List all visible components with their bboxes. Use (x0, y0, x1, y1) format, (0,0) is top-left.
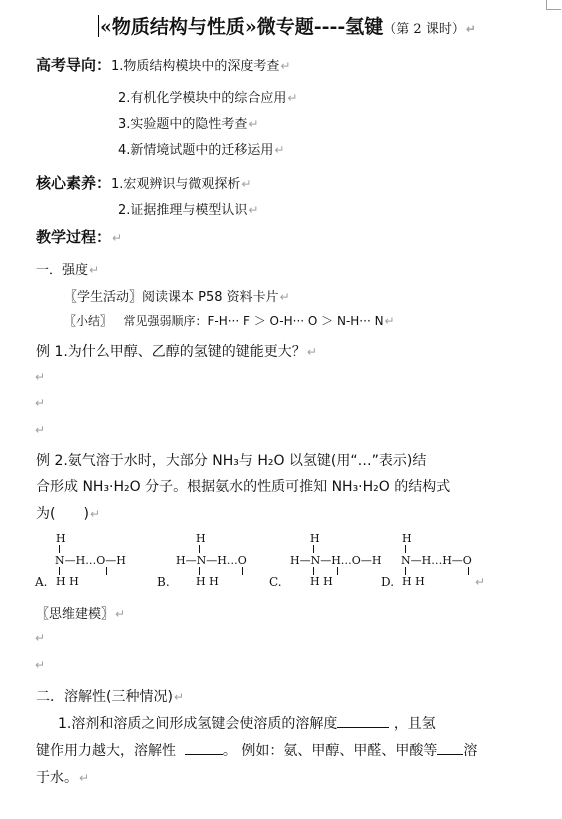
example-2-line-2: 合形成 NH₃·H₂O 分子。根据氨水的性质可推知 NH₃·H₂O 的结构式 (36, 479, 451, 495)
page-title: «物质结构与性质»微专题----氢键（第 2 课时）↵ (100, 16, 476, 38)
gaokao-item: 4.新情境试题中的迁移运用↵ (118, 143, 285, 158)
example-2-line-3: 为( )↵ (36, 506, 100, 522)
option-c-structure: H H—N—H…O—H C. H H (269, 532, 382, 589)
blank-line (437, 741, 463, 755)
section2-line-3: 于水。↵ (36, 770, 90, 786)
empty-paragraph: ↵ (35, 658, 46, 672)
title-main: «物质结构与性质»微专题----氢键 (100, 16, 384, 38)
blank-line (185, 741, 223, 755)
gaokao-item: 2.有机化学模块中的综合应用↵ (118, 91, 298, 106)
hexin-item: 1.宏观辨识与微观探析 (111, 177, 241, 192)
summary-tag: 〖小结〗 (64, 314, 113, 328)
gaokao-item: 1.物质结构模块中的深度考查 (111, 59, 280, 74)
option-b-structure: H H—N—H…O B. H H (157, 532, 247, 589)
section2-heading: 二．溶解性(三种情况)↵ (36, 689, 184, 705)
option-d-structure: H N—H…H—O D. H H ↵ (381, 532, 486, 589)
summary-text: 常见强弱顺序：F-H··· F ＞ O-H··· O ＞ N-H··· N (123, 314, 384, 328)
example-2-line-1: 例 2.氨气溶于水时，大部分 NH₃与 H₂O 以氢键(用“…”表示)结 (36, 453, 427, 469)
empty-paragraph: ↵ (35, 396, 46, 410)
option-a-label: A. (35, 575, 48, 589)
option-b-label: B. (157, 575, 170, 589)
option-d-label: D. (381, 575, 395, 589)
option-a-structure: H N—H…O—H A. H H (35, 532, 126, 589)
empty-paragraph: ↵ (35, 423, 46, 437)
process-heading: 教学过程：↵ (36, 228, 123, 246)
student-activity: 〖学生活动〗阅读课本 P58 资料卡片↵ (64, 290, 290, 305)
page-corner-mark (546, 0, 561, 10)
thinking-model: 〖思维建模〗↵ (36, 607, 126, 622)
hexin-row-1: 核心素养：1.宏观辨识与微观探析↵ (36, 174, 252, 192)
empty-paragraph: ↵ (35, 370, 46, 384)
example-1: 例 1.为什么甲醇、乙醇的氢键的键能更大？↵ (36, 344, 317, 360)
gaokao-item: 3.实验题中的隐性考查↵ (118, 117, 259, 132)
empty-paragraph: ↵ (35, 631, 46, 645)
summary-line: 〖小结〗 常见强弱顺序：F-H··· F ＞ O-H··· O ＞ N-H··· N↵ (64, 314, 395, 328)
hexin-label: 核心素养： (36, 174, 112, 192)
gaokao-row-1: 高考导向：1.物质结构模块中的深度考查↵ (36, 56, 291, 74)
blank-line (337, 714, 389, 728)
section2-line-1: 1.溶剂和溶质之间形成氢键会使溶质的溶解度 ，且氢 (58, 716, 436, 732)
section1-heading: 一．强度↵ (36, 263, 100, 278)
text-cursor (98, 15, 99, 37)
hexin-item: 2.证据推理与模型认识↵ (118, 203, 259, 218)
option-c-label: C. (269, 575, 282, 589)
gaokao-label: 高考导向： (36, 56, 112, 74)
title-sub: （第 2 课时） (383, 22, 465, 37)
section2-line-2: 键作用力越大，溶解性 。 例如：氨、甲醇、甲醛、甲酸等 溶 (36, 743, 478, 759)
